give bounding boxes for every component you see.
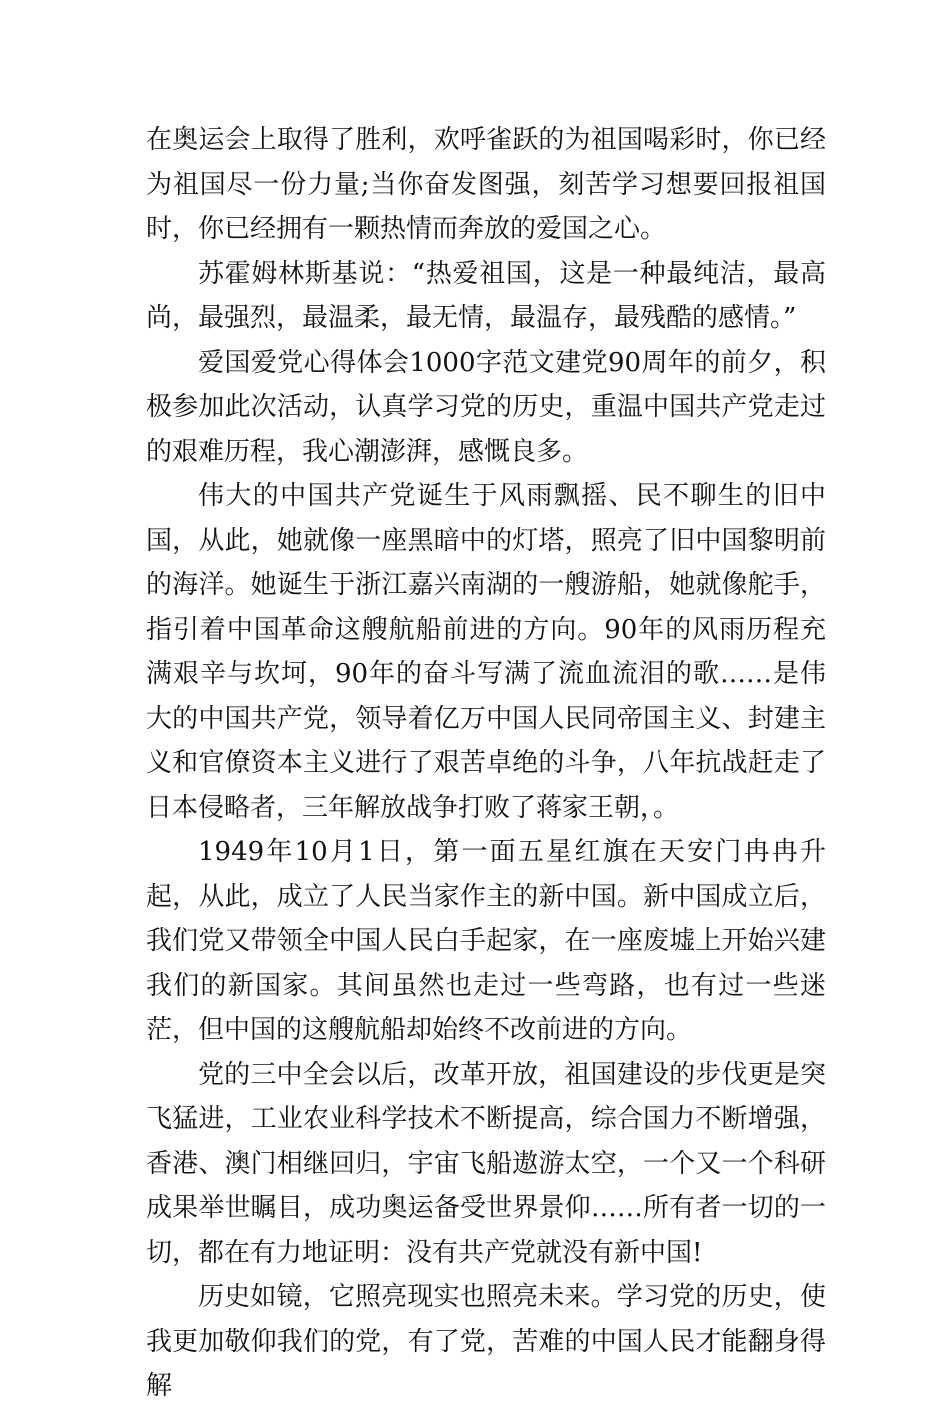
paragraph-1: 在奥运会上取得了胜利，欢呼雀跃的为祖国喝彩时，你已经为祖国尽一份力量;当你奋发图强，刻苦学习想要回报祖国时，你已经拥有一颗热情而奔放的爱国之心。 bbox=[146, 125, 826, 244]
paragraph-2: 苏霍姆林斯基说：“热爱祖国，这是一种最纯洁，最高尚，最强烈，最温柔，最无情，最温存，最残酷的感情。” bbox=[146, 258, 826, 333]
paragraph-7: 历史如镜，它照亮现实也照亮未来。学习党的历史，使我更加敬仰我们的党，有了党，苦难的中国人民才能翻身得解 bbox=[146, 1282, 826, 1401]
document-body bbox=[146, 118, 826, 1409]
paragraph-4: 伟大的中国共产党诞生于风雨飘摇、民不聊生的旧中国，从此，她就像一座黑暗中的灯塔，照亮了旧中国黎明前的海洋。她诞生于浙江嘉兴南湖的一艘游船，她就像舵手，指引着中国革命这艘航船前进的方向。90年的风雨历程充满艰辛与坎坷，90年的奋斗写满了流血流泪的歌……是伟大的中国共产党，领导着亿万中国人民同帝国主义、封建主义和官僚资本主义进行了艰苦卓绝的斗争，八年抗战赶走了日本侵略者，三年解放战争打败了蒋家王朝，。 bbox=[146, 481, 826, 823]
paragraph-3: 爱国爱党心得体会1000字范文建党90周年的前夕，积极参加此次活动，认真学习党的历史，重温中国共产党走过的艰难历程，我心潮澎湃，感慨良多。 bbox=[146, 347, 826, 467]
paragraph-6: 党的三中全会以后，改革开放，祖国建设的步伐更是突飞猛进，工业农业科学技术不断提高，综合国力不断增强，香港、澳门相继回归，宇宙飞船遨游太空，一个又一个科研成果举世瞩目，成功奥运备受世界景仰……所有者一切的一切，都在有力地证明：没有共产党就没有新中国! bbox=[146, 1059, 826, 1268]
paragraph-5: 1949年10月1日，第一面五星红旗在天安门冉冉升起，从此，成立了人民当家作主的新中国。新中国成立后，我们党又带领全中国人民白手起家，在一座废墟上开始兴建我们的新国家。其间虽然也走过一些弯路，也有过一些迷茫，但中国的这艘航船却始终不改前进的方向。 bbox=[146, 837, 826, 1045]
